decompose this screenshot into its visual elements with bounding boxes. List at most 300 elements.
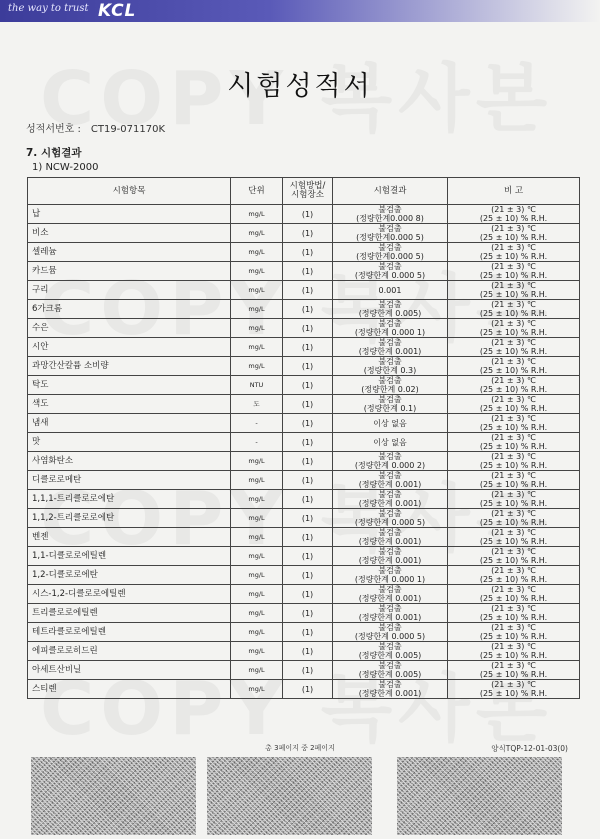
cell-text: (25 ± 10) % R.H. bbox=[479, 689, 548, 698]
cell-result bbox=[333, 433, 448, 452]
table-row bbox=[28, 376, 580, 395]
cell-item bbox=[28, 604, 231, 623]
cell-unit bbox=[231, 604, 283, 623]
cell-method bbox=[283, 224, 333, 243]
cell-text: 불검출 bbox=[378, 528, 402, 537]
cell-text: (정량한계 0.005) bbox=[358, 309, 422, 318]
cell-text: 도 bbox=[253, 399, 260, 408]
cell-text: mg/L bbox=[248, 247, 265, 256]
table-row bbox=[28, 205, 580, 224]
cell-remark bbox=[448, 395, 580, 414]
cell-text: (1) bbox=[301, 627, 314, 637]
cell-text: (정량한계 0.001) bbox=[358, 613, 422, 622]
cell-item bbox=[28, 490, 231, 509]
cell-unit bbox=[231, 547, 283, 566]
cell-text: 디클로로메탄 bbox=[32, 474, 82, 485]
cell-text: (25 ± 10) % R.H. bbox=[479, 499, 548, 508]
cell-text: (21 ± 3) ℃ bbox=[491, 224, 536, 233]
cell-text: (25 ± 10) % R.H. bbox=[479, 537, 548, 546]
cell-text: (정량한계 0.005) bbox=[358, 670, 422, 679]
cell-result bbox=[333, 623, 448, 642]
cell-text: (1) bbox=[301, 513, 314, 523]
cell-remark bbox=[448, 452, 580, 471]
cell-unit bbox=[231, 376, 283, 395]
cell-text: (25 ± 10) % R.H. bbox=[479, 366, 548, 375]
cell-remark bbox=[448, 433, 580, 452]
cell-remark bbox=[448, 528, 580, 547]
cell-item bbox=[28, 338, 231, 357]
cell-text: mg/L bbox=[248, 570, 265, 579]
cell-text: 수은 bbox=[32, 322, 49, 333]
cell-text: mg/L bbox=[248, 361, 265, 370]
cell-remark bbox=[448, 338, 580, 357]
cell-item bbox=[28, 224, 231, 243]
cell-text: 불검출 bbox=[378, 566, 402, 575]
cell-text: 불검출 bbox=[378, 471, 402, 480]
cell-text: 불검출 bbox=[378, 376, 402, 385]
cell-text: (25 ± 10) % R.H. bbox=[479, 461, 548, 470]
cell-text: (1) bbox=[301, 380, 314, 390]
cell-result bbox=[333, 509, 448, 528]
cell-text: 이상 없음 bbox=[373, 437, 407, 447]
cell-text: mg/L bbox=[248, 266, 265, 275]
cell-remark bbox=[448, 509, 580, 528]
cell-text: (25 ± 10) % R.H. bbox=[479, 404, 548, 413]
cell-method bbox=[283, 509, 333, 528]
cell-text: (1) bbox=[301, 570, 314, 580]
cell-result bbox=[333, 642, 448, 661]
cell-result bbox=[333, 338, 448, 357]
cell-remark bbox=[448, 262, 580, 281]
cell-text: mg/L bbox=[248, 532, 265, 541]
cell-text: (21 ± 3) ℃ bbox=[491, 395, 536, 404]
cell-text: (정량한계 0.000 5) bbox=[354, 518, 426, 527]
cell-text: (1) bbox=[301, 304, 314, 314]
cell-text: (1) bbox=[301, 589, 314, 599]
cell-text: NTU bbox=[249, 380, 264, 389]
security-pattern bbox=[31, 757, 196, 835]
cell-text: (1) bbox=[301, 361, 314, 371]
cell-text: (25 ± 10) % R.H. bbox=[479, 423, 548, 432]
cell-text: (1) bbox=[301, 209, 314, 219]
table-row bbox=[28, 623, 580, 642]
cell-item bbox=[28, 281, 231, 300]
cell-item bbox=[28, 547, 231, 566]
cell-text: (21 ± 3) ℃ bbox=[491, 319, 536, 328]
table-row bbox=[28, 338, 580, 357]
cell-text: (정량한계 0.000 5) bbox=[354, 632, 426, 641]
cell-text: mg/L bbox=[248, 627, 265, 636]
cell-text: 아세트산비닐 bbox=[32, 664, 82, 675]
cell-method bbox=[283, 243, 333, 262]
cell-result bbox=[333, 661, 448, 680]
cell-text: (21 ± 3) ℃ bbox=[491, 623, 536, 632]
cell-result bbox=[333, 585, 448, 604]
cell-text: 셀레늄 bbox=[32, 246, 57, 257]
cell-result bbox=[333, 566, 448, 585]
cell-unit bbox=[231, 205, 283, 224]
subsection-title: 1) NCW-2000 bbox=[32, 162, 99, 173]
cell-remark bbox=[448, 566, 580, 585]
cell-text: (정량한계 0.001) bbox=[358, 556, 422, 565]
cell-text: (25 ± 10) % R.H. bbox=[479, 575, 548, 584]
cell-text: 불검출 bbox=[378, 604, 402, 613]
cell-text: mg/L bbox=[248, 323, 265, 332]
cell-text: 불검출 bbox=[378, 262, 402, 271]
cell-method bbox=[283, 547, 333, 566]
cell-text: 스티렌 bbox=[32, 683, 57, 694]
cell-text: (21 ± 3) ℃ bbox=[491, 661, 536, 670]
cell-unit bbox=[231, 661, 283, 680]
cell-unit bbox=[231, 509, 283, 528]
cell-remark bbox=[448, 281, 580, 300]
table-row bbox=[28, 490, 580, 509]
cell-text: (25 ± 10) % R.H. bbox=[479, 651, 548, 660]
cell-unit bbox=[231, 281, 283, 300]
cell-method bbox=[283, 642, 333, 661]
cell-method bbox=[283, 357, 333, 376]
cell-result bbox=[333, 604, 448, 623]
cell-text: (21 ± 3) ℃ bbox=[491, 376, 536, 385]
cell-method bbox=[283, 433, 333, 452]
cell-text: (25 ± 10) % R.H. bbox=[479, 556, 548, 565]
cell-text: (1) bbox=[301, 665, 314, 675]
cell-text: 불검출 bbox=[378, 338, 402, 347]
cell-text: (정량한계 0.001) bbox=[358, 537, 422, 546]
cell-remark bbox=[448, 661, 580, 680]
cell-remark bbox=[448, 471, 580, 490]
cell-text: 불검출 bbox=[378, 661, 402, 670]
cell-text: mg/L bbox=[248, 684, 265, 693]
cell-text: 카드뮴 bbox=[32, 265, 57, 276]
cell-remark bbox=[448, 585, 580, 604]
page-count: 총 3페이지 중 2페이지 bbox=[265, 744, 335, 752]
cell-result bbox=[333, 300, 448, 319]
cell-text: (25 ± 10) % R.H. bbox=[479, 309, 548, 318]
cell-unit bbox=[231, 338, 283, 357]
cell-text: (21 ± 3) ℃ bbox=[491, 585, 536, 594]
cell-unit bbox=[231, 262, 283, 281]
cell-remark bbox=[448, 623, 580, 642]
cell-item bbox=[28, 528, 231, 547]
cell-text: (21 ± 3) ℃ bbox=[491, 281, 536, 290]
cell-text: (1) bbox=[301, 342, 314, 352]
cell-item bbox=[28, 566, 231, 585]
cell-result bbox=[333, 376, 448, 395]
cell-remark bbox=[448, 680, 580, 699]
cell-text: 시스-1,2-디클로로에틸렌 bbox=[32, 588, 126, 599]
cell-text: (1) bbox=[301, 323, 314, 333]
cell-item bbox=[28, 395, 231, 414]
cell-text: (1) bbox=[301, 608, 314, 618]
cell-item bbox=[28, 262, 231, 281]
cell-text: 불검출 bbox=[378, 243, 402, 252]
cell-text: 에피클로로히드린 bbox=[32, 645, 98, 656]
cell-text: (정량한계0.000 5) bbox=[356, 252, 424, 261]
cell-method bbox=[283, 395, 333, 414]
cell-text: 6가크롬 bbox=[32, 303, 63, 314]
cell-text: 과망간산칼륨 소비량 bbox=[32, 360, 109, 371]
cell-text: (25 ± 10) % R.H. bbox=[479, 347, 548, 356]
cell-text: 불검출 bbox=[378, 490, 402, 499]
cell-text: (1) bbox=[301, 646, 314, 656]
cell-method bbox=[283, 300, 333, 319]
cell-text: 1,1-디클로로에틸렌 bbox=[32, 550, 107, 561]
results-table bbox=[27, 177, 580, 699]
cell-text: mg/L bbox=[248, 209, 265, 218]
cell-unit bbox=[231, 566, 283, 585]
cell-item bbox=[28, 452, 231, 471]
cell-unit bbox=[231, 452, 283, 471]
cell-text: (21 ± 3) ℃ bbox=[491, 433, 536, 442]
cell-text: - bbox=[255, 418, 258, 427]
cell-text: (21 ± 3) ℃ bbox=[491, 262, 536, 271]
cell-unit bbox=[231, 414, 283, 433]
cell-unit bbox=[231, 585, 283, 604]
table-row bbox=[28, 414, 580, 433]
table-header-row bbox=[28, 178, 580, 205]
cell-result bbox=[333, 547, 448, 566]
cell-text: (정량한계 0.000 2) bbox=[354, 461, 426, 470]
cell-result bbox=[333, 680, 448, 699]
cell-text: 0.001 bbox=[378, 285, 402, 295]
cell-item bbox=[28, 585, 231, 604]
table-row bbox=[28, 642, 580, 661]
cell-method bbox=[283, 661, 333, 680]
cell-text: (정량한계 0.001) bbox=[358, 689, 422, 698]
cell-text: (21 ± 3) ℃ bbox=[491, 566, 536, 575]
cell-text: 사염화탄소 bbox=[32, 455, 74, 466]
cell-unit bbox=[231, 243, 283, 262]
cell-remark bbox=[448, 414, 580, 433]
cell-text: (21 ± 3) ℃ bbox=[491, 414, 536, 423]
cell-text: 맛 bbox=[32, 436, 41, 447]
cell-result bbox=[333, 243, 448, 262]
cell-unit bbox=[231, 680, 283, 699]
cell-text: 1,1,2-트리클로로에탄 bbox=[32, 512, 115, 523]
cell-text: (정량한계 0.001) bbox=[358, 594, 422, 603]
cell-text: (25 ± 10) % R.H. bbox=[479, 328, 548, 337]
cell-item bbox=[28, 680, 231, 699]
cell-item bbox=[28, 661, 231, 680]
cell-method bbox=[283, 490, 333, 509]
cell-unit bbox=[231, 224, 283, 243]
cell-text: mg/L bbox=[248, 494, 265, 503]
cell-text: (정량한계 0.001) bbox=[358, 347, 422, 356]
cell-text: (25 ± 10) % R.H. bbox=[479, 594, 548, 603]
cell-item bbox=[28, 433, 231, 452]
cell-text: 구리 bbox=[32, 284, 49, 295]
cell-text: (25 ± 10) % R.H. bbox=[479, 290, 548, 299]
cell-remark bbox=[448, 357, 580, 376]
cell-text: mg/L bbox=[248, 589, 265, 598]
cell-result bbox=[333, 414, 448, 433]
cell-text: 불검출 bbox=[378, 224, 402, 233]
cell-result bbox=[333, 262, 448, 281]
cell-text: (1) bbox=[301, 475, 314, 485]
cell-unit bbox=[231, 528, 283, 547]
cell-item bbox=[28, 623, 231, 642]
table-row bbox=[28, 224, 580, 243]
cell-text: (21 ± 3) ℃ bbox=[491, 300, 536, 309]
cell-item bbox=[28, 376, 231, 395]
cell-text: (1) bbox=[301, 494, 314, 504]
cell-text: mg/L bbox=[248, 228, 265, 237]
cell-text: (1) bbox=[301, 437, 314, 447]
cell-text: (25 ± 10) % R.H. bbox=[479, 442, 548, 451]
cell-text: - bbox=[255, 437, 258, 446]
cell-unit bbox=[231, 490, 283, 509]
cell-text: (1) bbox=[301, 684, 314, 694]
table-row bbox=[28, 471, 580, 490]
cell-item bbox=[28, 509, 231, 528]
cell-method bbox=[283, 452, 333, 471]
header-remark: 비 고 bbox=[448, 178, 580, 205]
table-row bbox=[28, 262, 580, 281]
cell-text: (21 ± 3) ℃ bbox=[491, 452, 536, 461]
cell-text: 납 bbox=[32, 208, 41, 219]
cell-text: (25 ± 10) % R.H. bbox=[479, 271, 548, 280]
cell-result bbox=[333, 357, 448, 376]
cell-text: mg/L bbox=[248, 665, 265, 674]
cell-text: 냄새 bbox=[32, 417, 49, 428]
header-banner bbox=[0, 0, 600, 22]
cell-text: mg/L bbox=[248, 304, 265, 313]
cell-text: (정량한계 0.000 1) bbox=[354, 328, 426, 337]
cell-remark bbox=[448, 376, 580, 395]
cell-result bbox=[333, 281, 448, 300]
cell-unit bbox=[231, 300, 283, 319]
kcl-logo: KCL bbox=[98, 1, 137, 21]
cell-text: mg/L bbox=[248, 513, 265, 522]
cell-text: (21 ± 3) ℃ bbox=[491, 338, 536, 347]
cell-text: (21 ± 3) ℃ bbox=[491, 243, 536, 252]
cell-method bbox=[283, 528, 333, 547]
cell-unit bbox=[231, 319, 283, 338]
cell-text: 불검출 bbox=[378, 509, 402, 518]
cell-text: 불검출 bbox=[378, 300, 402, 309]
cell-text: (25 ± 10) % R.H. bbox=[479, 214, 548, 223]
cell-text: mg/L bbox=[248, 608, 265, 617]
cell-method bbox=[283, 414, 333, 433]
cell-text: (정량한계 0.1) bbox=[363, 404, 417, 413]
header-tagline: the way to trust bbox=[8, 3, 89, 14]
cell-method bbox=[283, 566, 333, 585]
cell-text: (21 ± 3) ℃ bbox=[491, 642, 536, 651]
cell-item bbox=[28, 642, 231, 661]
cell-text: (정량한계 0.001) bbox=[358, 499, 422, 508]
cell-text: 불검출 bbox=[378, 585, 402, 594]
cell-text: 시안 bbox=[32, 341, 49, 352]
header-unit: 단위 bbox=[231, 178, 283, 205]
cell-remark bbox=[448, 490, 580, 509]
table-row bbox=[28, 243, 580, 262]
cell-remark bbox=[448, 604, 580, 623]
cell-text: (1) bbox=[301, 456, 314, 466]
cell-remark bbox=[448, 243, 580, 262]
cell-item bbox=[28, 205, 231, 224]
cell-unit bbox=[231, 395, 283, 414]
cell-unit bbox=[231, 623, 283, 642]
table-row bbox=[28, 528, 580, 547]
table-row bbox=[28, 300, 580, 319]
page-title: 시험성적서 bbox=[227, 71, 373, 102]
cell-text: (정량한계 0.3) bbox=[363, 366, 417, 375]
form-number: 양식TQP-12-01-03(0) bbox=[491, 744, 568, 753]
cell-text: (25 ± 10) % R.H. bbox=[479, 670, 548, 679]
cell-text: 불검출 bbox=[378, 623, 402, 632]
cell-result bbox=[333, 319, 448, 338]
cell-text: (21 ± 3) ℃ bbox=[491, 471, 536, 480]
cell-text: (21 ± 3) ℃ bbox=[491, 357, 536, 366]
cell-text: (25 ± 10) % R.H. bbox=[479, 385, 548, 394]
cell-method bbox=[283, 623, 333, 642]
cell-text: (1) bbox=[301, 399, 314, 409]
cell-method bbox=[283, 680, 333, 699]
table-row bbox=[28, 566, 580, 585]
cell-text: (정량한계 0.000 5) bbox=[354, 271, 426, 280]
cell-text: 불검출 bbox=[378, 680, 402, 689]
table-row bbox=[28, 585, 580, 604]
cell-text: 1,2-디클로로에탄 bbox=[32, 569, 98, 580]
cell-text: 불검출 bbox=[378, 319, 402, 328]
header-item: 시험항목 bbox=[28, 178, 231, 205]
cell-result bbox=[333, 490, 448, 509]
cell-text: 색도 bbox=[32, 398, 49, 409]
cell-result bbox=[333, 395, 448, 414]
cell-result bbox=[333, 452, 448, 471]
cell-remark bbox=[448, 642, 580, 661]
cell-text: (21 ± 3) ℃ bbox=[491, 490, 536, 499]
cell-text: 탁도 bbox=[32, 379, 49, 390]
certificate-number: CT19-071170K bbox=[90, 124, 166, 135]
cell-result bbox=[333, 528, 448, 547]
table-row bbox=[28, 433, 580, 452]
cell-text: (정량한계0.000 5) bbox=[356, 233, 424, 242]
cell-result bbox=[333, 471, 448, 490]
table-row bbox=[28, 547, 580, 566]
cell-text: 트리클로로에틸렌 bbox=[32, 607, 98, 618]
cell-method bbox=[283, 604, 333, 623]
table-row bbox=[28, 680, 580, 699]
cell-text: mg/L bbox=[248, 342, 265, 351]
cell-item bbox=[28, 300, 231, 319]
cell-item bbox=[28, 471, 231, 490]
cell-text: 비소 bbox=[32, 227, 49, 238]
cell-text: (25 ± 10) % R.H. bbox=[479, 632, 548, 641]
cell-text: 1,1,1-트리클로로에탄 bbox=[32, 493, 115, 504]
cell-remark bbox=[448, 319, 580, 338]
cell-unit bbox=[231, 642, 283, 661]
table-row bbox=[28, 281, 580, 300]
cell-method bbox=[283, 205, 333, 224]
cell-text: (25 ± 10) % R.H. bbox=[479, 252, 548, 261]
table-row bbox=[28, 604, 580, 623]
cell-text: (21 ± 3) ℃ bbox=[491, 547, 536, 556]
cell-text: 벤젠 bbox=[32, 531, 49, 542]
cell-text: 불검출 bbox=[378, 547, 402, 556]
cell-text: mg/L bbox=[248, 456, 265, 465]
header-method: 시험방법/ 시험장소 bbox=[283, 178, 333, 205]
cell-text: mg/L bbox=[248, 551, 265, 560]
cell-text: mg/L bbox=[248, 646, 265, 655]
cell-method bbox=[283, 585, 333, 604]
cell-text: 불검출 bbox=[378, 205, 402, 214]
cell-text: (21 ± 3) ℃ bbox=[491, 604, 536, 613]
table-row bbox=[28, 509, 580, 528]
table-row bbox=[28, 661, 580, 680]
cell-remark bbox=[448, 300, 580, 319]
